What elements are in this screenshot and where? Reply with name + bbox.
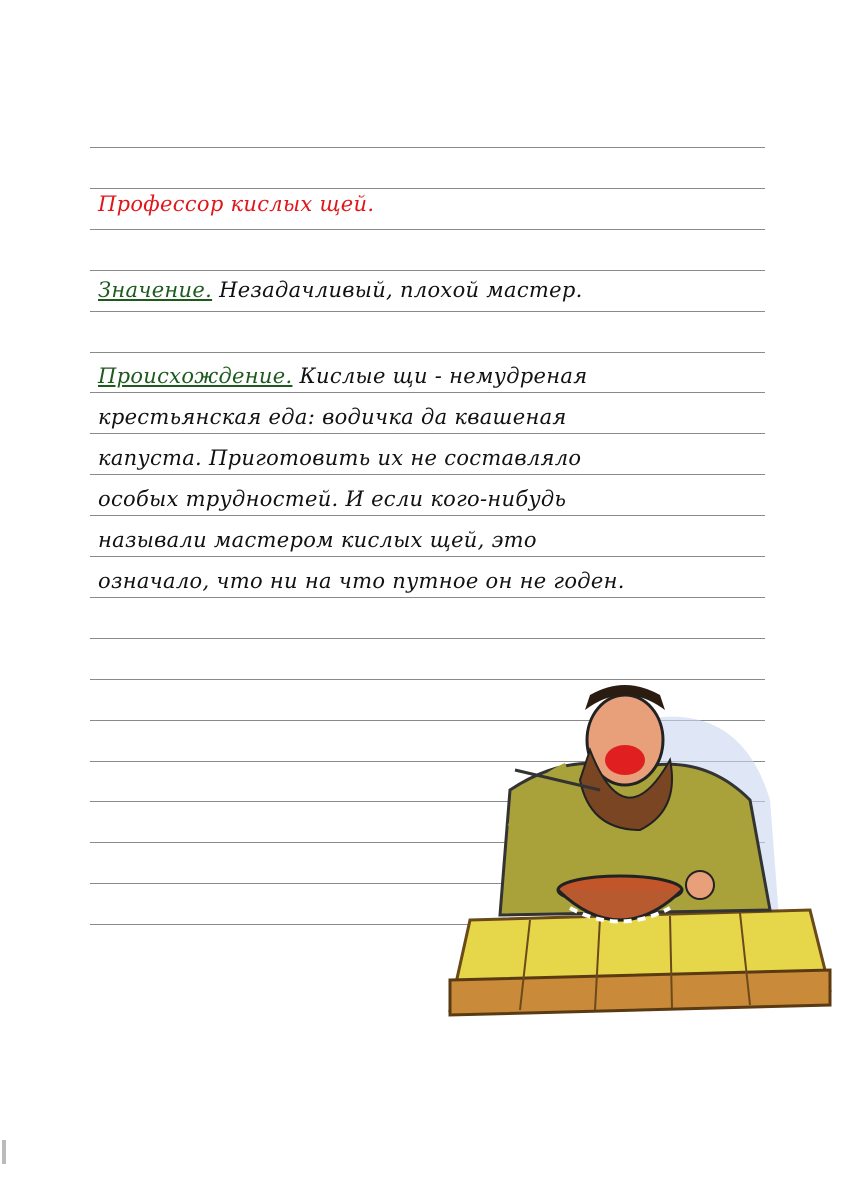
origin-text-line: называли мастером кислых щей, это [98,528,537,552]
ruled-line [90,474,765,475]
origin-text-line: капуста. Приготовить их не составляло [98,446,582,470]
ruled-line [90,515,765,516]
man-eating-soup-illustration [440,680,835,1020]
ruled-line [90,270,765,271]
origin-text-line: особых трудностей. И если кого-нибудь [98,487,567,511]
origin-text: Кислые щи - немудреная [299,364,588,388]
ruled-line [90,597,765,598]
meaning-label: Значение. [98,278,213,302]
ruled-line [90,147,765,148]
ruled-line [90,638,765,639]
ruled-line [90,352,765,353]
meaning-text: Незадачливый, плохой мастер. [219,278,583,302]
page-edge-mark [2,1140,6,1164]
ruled-line [90,433,765,434]
ruled-line [90,229,765,230]
ruled-line [90,311,765,312]
ruled-line [90,556,765,557]
meaning-line [98,278,583,302]
origin-text-line: крестьянская еда: водичка да квашеная [98,405,567,429]
ruled-line [90,188,765,189]
origin-text-line: означало, что ни на что путное он не годен. [98,569,625,593]
origin-line [98,364,587,388]
ruled-line [90,392,765,393]
phrase-title: Профессор кислых щей. [98,192,375,216]
origin-label: Происхождение. [98,364,293,388]
